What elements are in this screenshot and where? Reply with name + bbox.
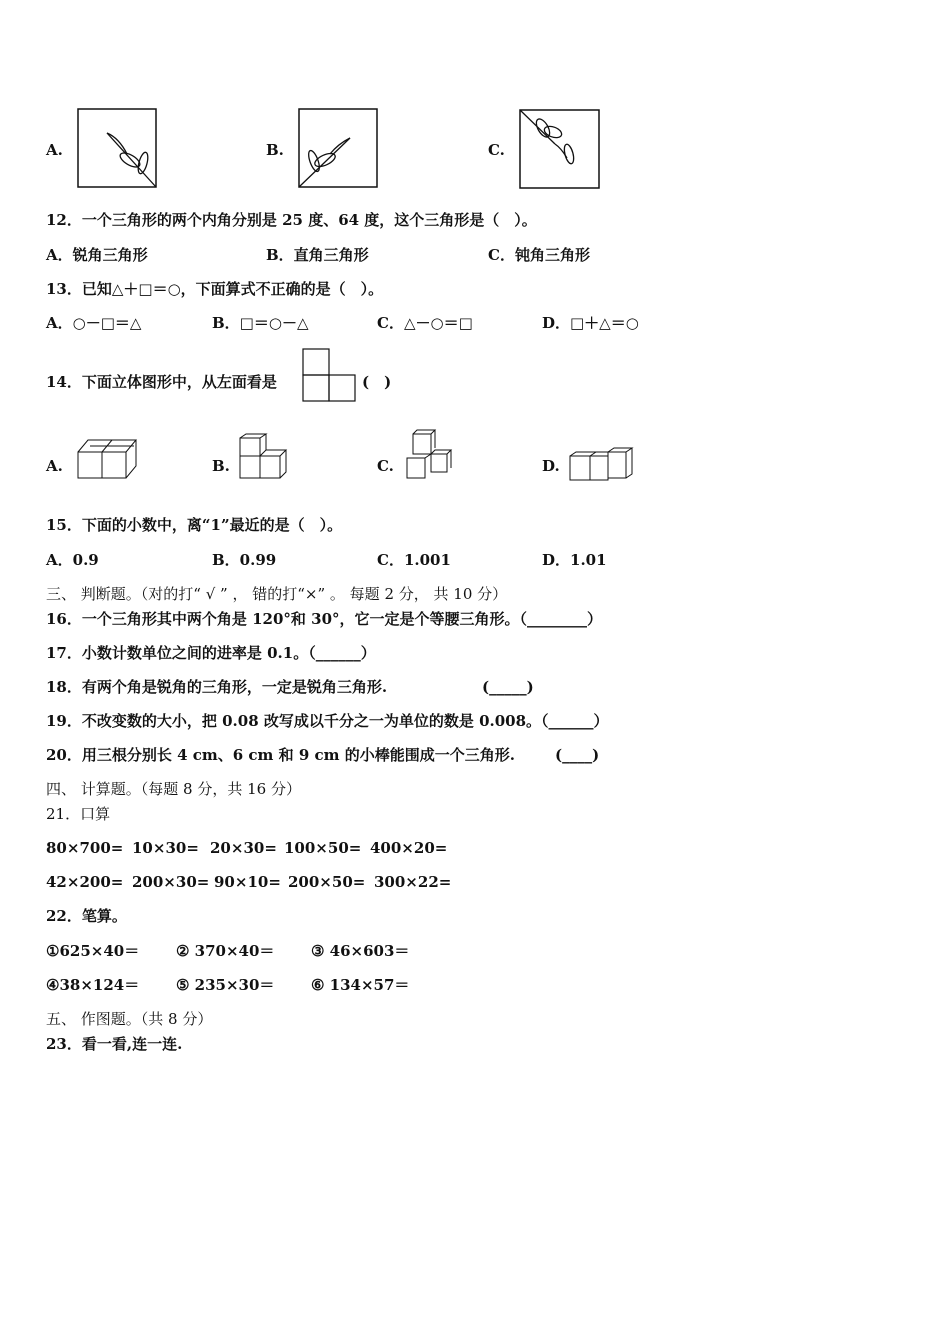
- q12-option-b: B．直角三角形: [266, 246, 369, 264]
- q13-option-a: A．○－□＝△: [46, 314, 142, 332]
- q16: 16．一个三角形其中两个角是 120°和 30°，它一定是个等腰三角形。（________）: [46, 610, 603, 628]
- q22-row1-item: ② 370×40＝: [176, 942, 275, 960]
- q13-option-c: C．△－○＝□: [377, 314, 473, 332]
- q15-option-c: C．1.001: [377, 551, 451, 569]
- q19: 19．不改变数的大小，把 0.08 改写成以千分之一为单位的数是 0.008。（______）: [46, 712, 609, 730]
- q11-option-b-label: B.: [266, 141, 284, 159]
- cube-solid-d-icon: [568, 444, 638, 488]
- q22-title: 22．笔算。: [46, 907, 127, 925]
- q12-stem: 12．一个三角形的两个内角分别是 25 度、64 度，这个三角形是（ ）。: [46, 211, 537, 229]
- left-view-icon: [302, 348, 356, 406]
- q14-blank: ( ): [362, 373, 392, 391]
- q20: 20．用三根分别长 4 cm、6 cm 和 9 cm 的小棒能围成一个三角形.: [46, 746, 515, 764]
- q15-option-b: B．0.99: [212, 551, 277, 569]
- q13-stem: 13．已知△＋□＝○，下面算式不正确的是（ ）。: [46, 280, 384, 298]
- q12-option-a: A．锐角三角形: [46, 246, 148, 264]
- q14-option-b-label: B.: [212, 457, 230, 475]
- q15-option-a: A．0.9: [46, 551, 99, 569]
- q15-stem: 15．下面的小数中，离“1”最近的是（ ）。: [46, 516, 343, 534]
- section-4-heading: 四、 计算题。（每题 8 分，共 16 分）: [46, 780, 301, 798]
- q21-row1-item: 10×30=: [132, 839, 199, 857]
- q13-option-b: B．□＝○－△: [212, 314, 309, 332]
- q11-option-a-label: A.: [46, 141, 63, 159]
- q21-row2-item: 90×10=: [214, 873, 281, 891]
- q20-blank: (____): [555, 746, 600, 764]
- q18-blank: (_____): [482, 678, 534, 696]
- q15-option-d: D．1.01: [542, 551, 607, 569]
- q18: 18．有两个角是锐角的三角形，一定是锐角三角形.: [46, 678, 388, 696]
- q21-row2-item: 200×30=: [132, 873, 210, 891]
- q14-option-a-label: A.: [46, 457, 63, 475]
- cube-solid-c-icon: [405, 430, 453, 484]
- q23: 23．看一看,连一连.: [46, 1035, 183, 1053]
- q11-option-c-label: C.: [488, 141, 505, 159]
- q22-row2-item: ④38×124＝: [46, 976, 140, 994]
- leaf-mirror-top-left-icon: [519, 108, 601, 194]
- cube-solid-a-icon: [76, 436, 138, 484]
- q14-option-d-label: D.: [542, 457, 560, 475]
- q21-title: 21．口算: [46, 805, 111, 823]
- q22-row2-item: ⑤ 235×30＝: [176, 976, 275, 994]
- q17: 17．小数计数单位之间的进率是 0.1。（______）: [46, 644, 376, 662]
- section-3-heading: 三、 判断题。（对的打“ √ ” ， 错的打“×” 。 每题 2 分， 共 10 分）: [46, 585, 508, 603]
- q22-row1-item: ①625×40＝: [46, 942, 140, 960]
- q21-row2-item: 200×50=: [288, 873, 366, 891]
- q14-stem: 14．下面立体图形中，从左面看是: [46, 373, 277, 391]
- cube-solid-b-icon: [238, 434, 290, 484]
- q12-option-c: C．钝角三角形: [488, 246, 590, 264]
- leaf-mirror-diagonal-up-icon: [298, 108, 378, 192]
- section-5-heading: 五、 作图题。（共 8 分）: [46, 1010, 213, 1028]
- leaf-mirror-diagonal-down-icon: [77, 108, 157, 192]
- q13-option-d: D．□＋△＝○: [542, 314, 639, 332]
- q14-option-c-label: C.: [377, 457, 394, 475]
- q22-row2-item: ⑥ 134×57＝: [311, 976, 410, 994]
- q21-row1-item: 100×50=: [284, 839, 362, 857]
- q21-row1-item: 80×700=: [46, 839, 124, 857]
- q21-row2-item: 300×22=: [374, 873, 452, 891]
- q22-row1-item: ③ 46×603＝: [311, 942, 410, 960]
- q21-row2-item: 42×200=: [46, 873, 124, 891]
- q21-row1-item: 20×30=: [210, 839, 277, 857]
- q21-row1-item: 400×20=: [370, 839, 448, 857]
